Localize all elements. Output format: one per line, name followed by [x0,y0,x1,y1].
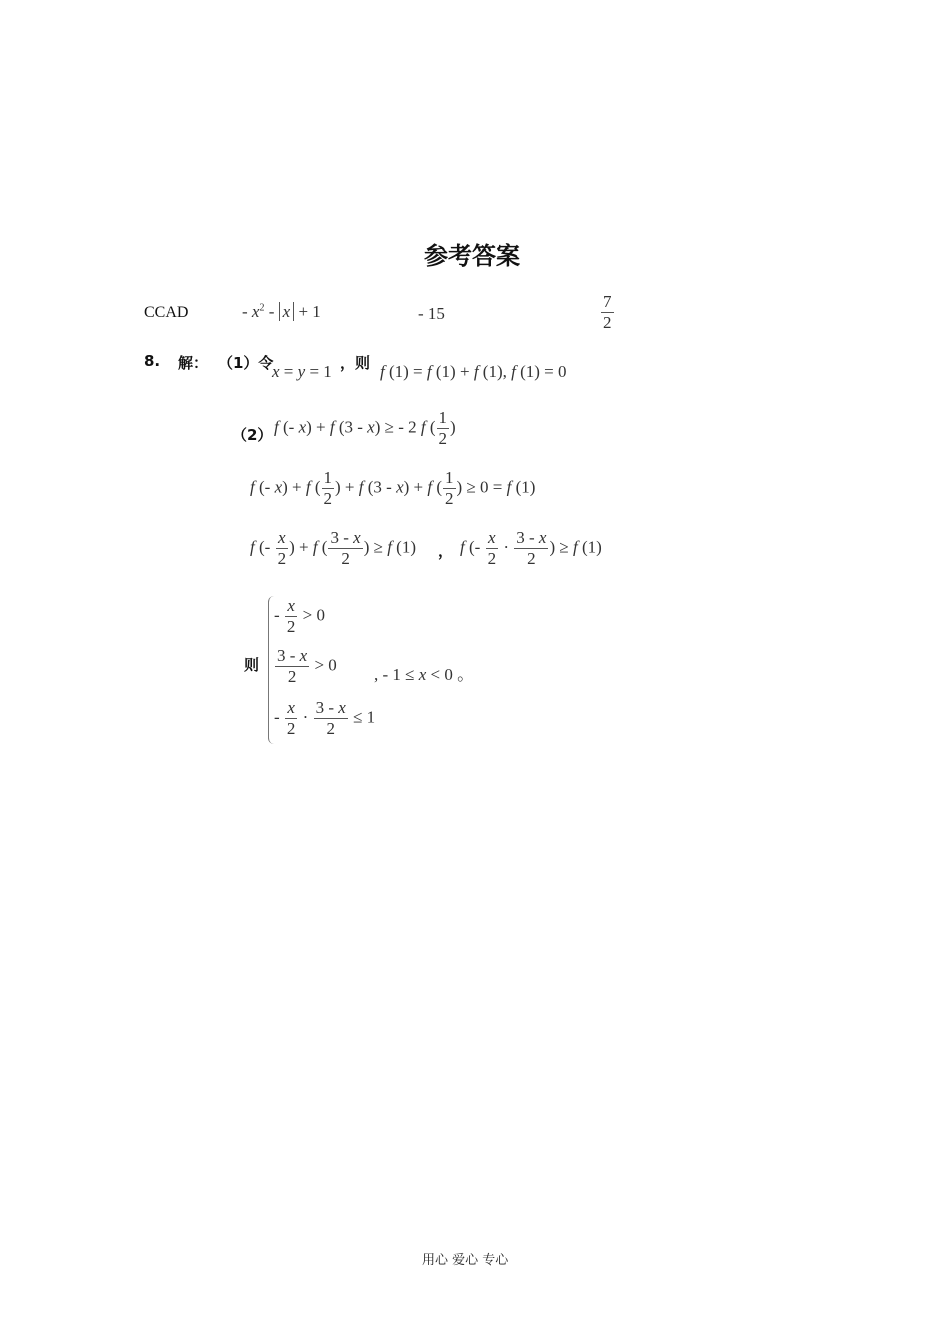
answer-5-formula: - $x^2 - x + 1$ [242,302,321,321]
q8-part2-line2: f (- x) + f ( $\frac{1}{2}$ ) + f (3 - x) + f ( $\frac{1}{2}$ ) ≥ 0 = f (1) [250,468,536,508]
q8-part2-label: （2） [232,426,273,444]
q8-part2-line3b: f (- $\frac{x}{2}$ · $\frac{3 - x}{2}$ ) ≥ f (1) [460,528,602,568]
answer-7-fraction [600,292,615,333]
system-line-1: - $\frac{x}{2}$ > 0 [274,596,326,636]
q8-then: ，则 [340,354,371,372]
q8-number: 8. [144,352,161,370]
answer-7-denominator: 2 [603,313,612,332]
answer-6-value: - 15 [418,304,445,323]
q8-solve-label: 解： [178,354,209,372]
q8-conclusion: , - 1 ≤ x < 0 。 [374,665,475,684]
system-line-2: $\frac{3 - x}{2}$ > 0 [277,646,337,686]
q8-part1-label: （1）令 [218,354,274,372]
page-footer: 用心 爱心 专心 [422,1253,509,1268]
q8-part1-condition: x = y = 1 [272,362,332,381]
q8-comma: ， [438,542,454,560]
q8-part2-line1: f (- x) + f (3 - x) ≥ - 2 f ( $\frac{1}{2}$ ) [274,408,456,448]
system-line-3: - $\frac{x}{2}$ · $\frac{3 - x}{2}$ ≤ 1 [274,698,376,738]
q8-part2-line3a: f (- $\frac{x}{2}$ ) + f ( $\frac{3 - x}{2}$ ) ≥ f (1) [250,528,416,568]
answer-7-numerator: 7 [603,292,612,311]
page-title: 参考答案 [424,242,520,270]
q8-system-label: 则 [244,656,260,674]
choice-answers: CCAD [144,304,189,321]
q8-part1-result: f (1) = f (1) + f (1), f (1) = 0 [380,362,567,381]
